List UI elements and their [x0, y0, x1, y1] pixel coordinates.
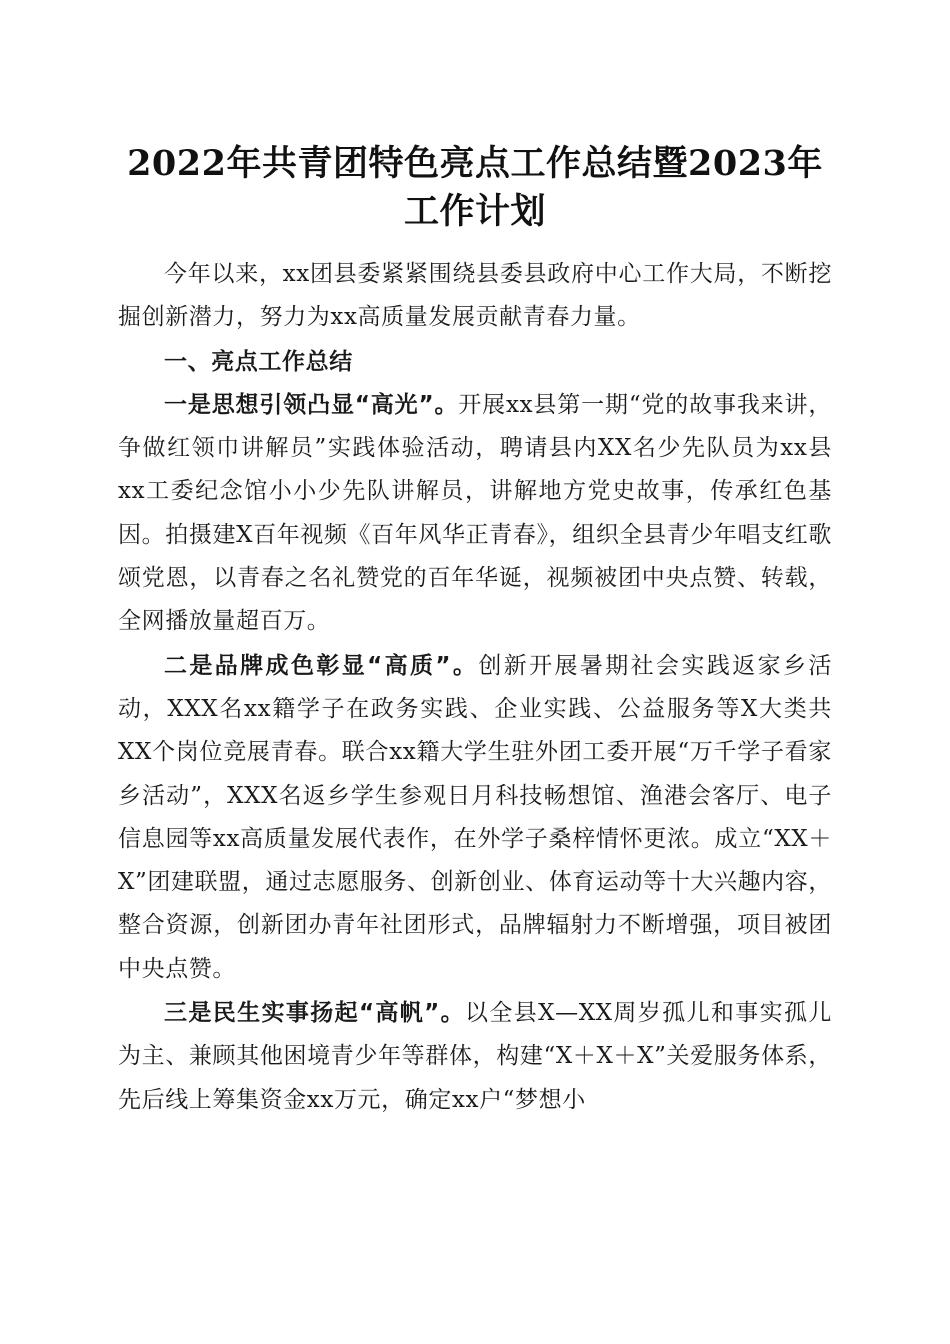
paragraph-3-text: 以全县X—XX周岁孤儿和事实孤儿为主、兼顾其他困境青少年等群体，构建“X＋X＋X”关爱服务体系，先后线上筹集资金xx万元，确定xx户“梦想小 [118, 1000, 832, 1113]
intro-paragraph: 今年以来，xx团县委紧紧围绕县委县政府中心工作大局，不断挖掘创新潜力，努力为xx高质量发展贡献青春力量。 [118, 261, 832, 331]
paragraph-2-lead: 二是品牌成色彰显“高质”。 [164, 652, 479, 679]
paragraph-3 [118, 992, 832, 1122]
document-title: 2022年共青团特色亮点工作总结暨2023年工作计划 [127, 143, 823, 232]
paragraph-1 [118, 384, 832, 644]
paragraph-1-text: 开展xx县第一期“党的故事我来讲，争做红领巾讲解员”实践体验活动，聘请县内XX名少先队员为xx县xx工委纪念馆小小少先队讲解员，讲解地方党史故事，传承红色基因。拍摄建X百年视频《百年风华正青春》，组织全县青少年唱支红歌颂党恩，以青春之名礼赞党的百年华诞，视频被团中央点赞、转载，全网播放量超百万。 [118, 391, 832, 635]
paragraph-2-text: 创新开展暑期社会实践返家乡活动，XXX名xx籍学子在政务实践、企业实践、公益服务等X大类共XX个岗位竞展青春。联合xx籍大学生驻外团工委开展“万千学子看家乡活动”，XXX名返乡学生参观日月科技畅想馆、渔港会客厅、电子信息园等xx高质量发展代表作，在外学子桑梓情怀更浓。成立“XX＋X”团建联盟，通过志愿服务、创新创业、体育运动等十大兴趣内容，整合资源，创新团办青年社团形式，品牌辐射力不断增强，项目被团中央点赞。 [118, 652, 832, 982]
paragraph-3-lead: 三是民生实事扬起“高帆”。 [164, 1000, 466, 1027]
paragraph-1-lead: 一是思想引领凸显“高光”。 [164, 391, 459, 418]
section-heading: 一、亮点工作总结 [164, 348, 353, 375]
document-body [118, 253, 832, 1123]
paragraph-2 [118, 645, 832, 991]
